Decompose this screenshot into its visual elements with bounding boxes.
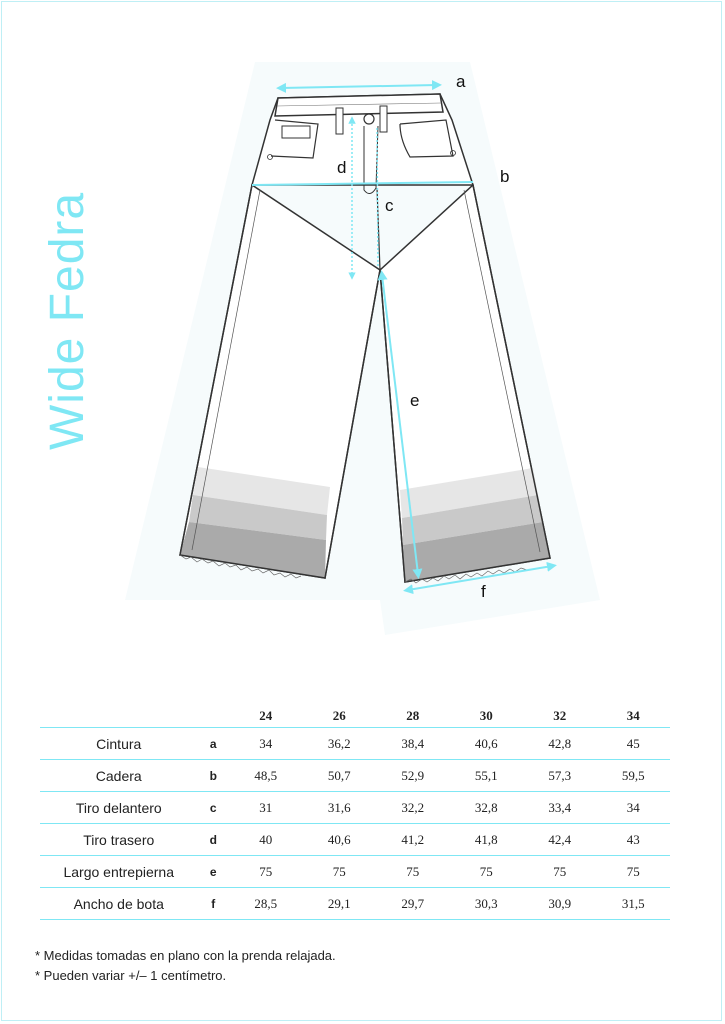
cell-value: 75 (332, 863, 346, 879)
cell-value: 31,6 (327, 799, 351, 815)
label-a: a (456, 72, 466, 91)
cell-value: 48,5 (254, 767, 278, 783)
notes (35, 946, 336, 986)
cell-value: 40,6 (474, 735, 498, 751)
cell-value: 36,2 (327, 735, 351, 751)
cell-value: 57,3 (548, 767, 572, 783)
table-row (40, 888, 670, 920)
cell-value: 32,2 (401, 799, 425, 815)
row-letter: e (209, 864, 217, 879)
cell-value: 42,4 (548, 831, 572, 847)
cell-value: 55,1 (474, 767, 498, 783)
cell-value: 43 (626, 831, 640, 847)
size-header: 26 (332, 708, 346, 723)
table-row (40, 856, 670, 888)
size-header: 30 (479, 708, 493, 723)
row-letter: d (209, 832, 217, 847)
cell-value: 31,5 (621, 895, 645, 911)
label-d: d (337, 158, 347, 177)
cell-value: 41,8 (474, 831, 498, 847)
cell-value: 29,1 (327, 895, 351, 911)
row-name: Tiro trasero (83, 831, 155, 848)
cell-value: 30,3 (474, 895, 498, 911)
table-row (40, 728, 670, 760)
cell-value: 34 (626, 799, 640, 815)
belt-loop-right (380, 106, 387, 132)
note-line: * Pueden variar +/– 1 centímetro. (35, 968, 227, 983)
cell-value: 31 (259, 799, 273, 815)
button (364, 114, 374, 124)
cell-value: 41,2 (401, 831, 425, 847)
table-row (40, 792, 670, 824)
header-blank-letter (198, 705, 230, 728)
cell-value: 42,8 (548, 735, 572, 751)
row-name: Cintura (96, 735, 142, 752)
label-e: e (410, 391, 420, 410)
waistband (275, 94, 443, 116)
table-row (40, 824, 670, 856)
row-letter: b (209, 768, 217, 783)
cell-value: 75 (259, 863, 273, 879)
cell-value: 29,7 (401, 895, 425, 911)
row-letter: a (209, 736, 217, 751)
cell-value: 30,9 (548, 895, 572, 911)
note-line: * Medidas tomadas en plano con la prenda relajada. (35, 948, 336, 963)
size-header: 28 (406, 708, 420, 723)
row-name: Tiro delantero (75, 799, 162, 816)
cell-value: 75 (626, 863, 640, 879)
row-name: Cadera (95, 767, 142, 784)
cell-value: 40,6 (327, 831, 351, 847)
cell-value: 75 (406, 863, 420, 879)
cell-value: 33,4 (548, 799, 572, 815)
coin-pocket (282, 126, 310, 138)
size-table (40, 705, 670, 920)
belt-loop-left (336, 108, 343, 134)
cell-value: 38,4 (401, 735, 425, 751)
size-header: 32 (553, 708, 567, 723)
product-title: Wide Fedra (41, 191, 94, 450)
cell-value: 32,8 (474, 799, 498, 815)
cell-value: 45 (626, 735, 640, 751)
label-f: f (481, 582, 486, 601)
header-blank-name (40, 705, 198, 728)
cell-value: 52,9 (401, 767, 425, 783)
table-row (40, 760, 670, 792)
size-header-row (40, 705, 670, 728)
cell-value: 40 (259, 831, 273, 847)
row-letter: f (211, 896, 216, 911)
cell-value: 59,5 (621, 767, 645, 783)
row-name: Ancho de bota (73, 895, 164, 912)
row-name: Largo entrepierna (63, 863, 175, 880)
size-header: 24 (259, 708, 273, 723)
label-b: b (500, 167, 510, 186)
cell-value: 50,7 (327, 767, 351, 783)
label-c: c (385, 196, 394, 215)
cell-value: 75 (553, 863, 567, 879)
size-header: 34 (626, 708, 640, 723)
cell-value: 75 (479, 863, 493, 879)
cell-value: 28,5 (254, 895, 278, 911)
cell-value: 34 (259, 735, 273, 751)
row-letter: c (209, 800, 217, 815)
